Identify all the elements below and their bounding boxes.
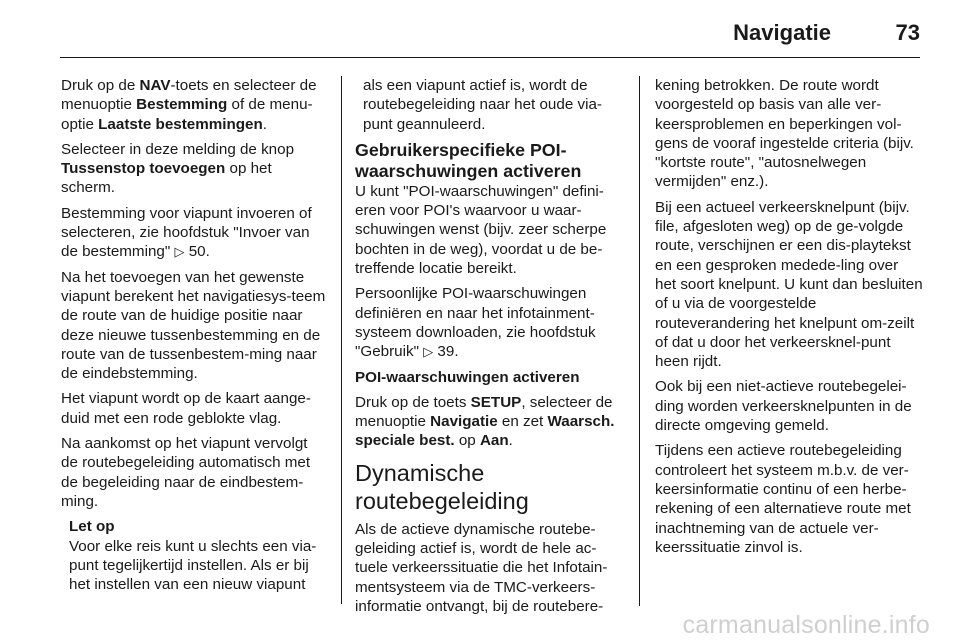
menu-navigatie: Navigatie xyxy=(430,413,498,431)
key-nav: NAV xyxy=(139,77,171,94)
paragraph-nav-key: Druk op de NAV-toets en selecteer de menuoptie Bestemming of de menu-optie Laatste bestemmingen. xyxy=(61,77,317,133)
note-text: Voor elke reis kunt u slechts een via-punt tegelijkertijd instellen. Als er bij het instellen van een nieuw viapunt xyxy=(69,537,317,594)
menu-laatste-bestemmingen: Laatste bestemmingen xyxy=(98,115,263,133)
paragraph-route-voorgesteld: kening betrokken. De route wordt voorgesteld op basis van alle ver-keersproblemen en beperkingen vol-gens de vooraf ingestelde criteria (bijv. "kortste route", "autosnelwegen vermijden" enz.). xyxy=(655,77,914,191)
note-continuation: als een viapunt actief is, wordt de routebegeleiding naar het oude via-punt geannuleerd. xyxy=(363,77,602,133)
note-block xyxy=(61,517,326,594)
header-divider xyxy=(60,57,920,58)
paragraph-verkeersknelpunt: Bij een actueel verkeersknelpunt (bijv. file, afgesloten weg) op de ge-volgde route, verschijnen er een dis-playtekst en een gesproken medede-ling over het soort knelpunt. U kunt dan besluiten of u via de voorgestelde routeverandering het knelpunt om-zeilt of dat u door het verkeersknel-punt heen rijdt. xyxy=(655,198,923,371)
column-divider-1 xyxy=(341,76,342,604)
column-divider-2 xyxy=(639,76,640,606)
column-3 xyxy=(655,76,923,563)
option-aan: Aan xyxy=(479,432,509,450)
paragraph-aankomst-viapunt: Na aankomst op het viapunt vervolgt de routebegeleiding automatisch met de begeleiding naar de eindbestem-ming. xyxy=(61,435,311,510)
key-setup: SETUP xyxy=(470,393,522,411)
page-reference-icon: ▷ xyxy=(174,244,185,260)
heading-dynamische-routebegeleiding: Dynamische routebegeleiding xyxy=(355,459,529,515)
paragraph-setup: Druk op de toets SETUP, selecteer de menuoptie Navigatie en zet Waarsch. speciale best. op Aan. xyxy=(355,393,615,450)
page-reference-icon: ▷ xyxy=(423,344,434,360)
page-reference: 50. xyxy=(188,243,210,261)
paragraph-viapunt-vlag: Het viapunt wordt op de kaart aange-duid met een rode geblokte vlag. xyxy=(61,390,311,427)
paragraph-poi-definieren: U kunt "POI-waarschuwingen" defini-eren voor POI's waarvoor u waar-schuwingen wenst (bijv. zeer scherpe bochten in de weg), voordat u de be-treffende locatie bereikt. xyxy=(355,182,607,278)
paragraph-niet-actieve-routebegeleiding: Ook bij een niet-actieve routebegelei-ding worden verkeersknelpunten in de directe omgeving gemeld. xyxy=(655,378,912,435)
menu-bestemming: Bestemming xyxy=(136,96,228,114)
page-number: 73 xyxy=(895,20,920,45)
page-reference: 39. xyxy=(437,343,459,361)
watermark: carmanualsonline.info xyxy=(682,611,930,639)
note-title: Let op xyxy=(69,518,115,536)
paragraph-poi-downloaden: Persoonlijke POI-waarschuwingen definiëren en naar het infotainment-systeem downloaden, zie hoofdstuk "Gebruik" ▷ 39. xyxy=(355,285,596,361)
subheading-poi-activeren: POI-waarschuwingen activeren xyxy=(355,368,580,386)
paragraph-dynamische-routebegeleiding: Als de actieve dynamische routebe-geleiding actief is, wordt de hele ac-tuele verkeerssituatie die het Infotain-mentsysteem via de TMC-verkeers-informatie ontvangt, bij de routebere- xyxy=(355,520,608,615)
paragraph-route-berekening: Na het toevoegen van het gewenste viapunt berekent het navigatiesys-teem de route van de huidige positie naar deze nieuwe tussenbestemming en de route van de tussenbestem-ming naar de eindebstemming. xyxy=(61,268,326,383)
page-header-title: Navigatie xyxy=(733,20,831,45)
paragraph-herberekening: Tijdens een actieve routebegeleiding controleert het systeem m.b.v. de ver-keersinformatie continu of een herbe-rekening of een alternatieve route met inachtneming van de actuele ver-keerssituatie zinvol is. xyxy=(655,442,911,556)
column-2 xyxy=(355,76,623,622)
paragraph-tussenstop: Selecteer in deze melding de knop Tussenstop toevoegen op het scherm. xyxy=(61,140,295,197)
column-1 xyxy=(61,76,326,594)
paragraph-bestemming-invoeren: Bestemming voor viapunt invoeren of selecteren, zie hoofdstuk "Invoer van de bestemming" ▷ 50. xyxy=(61,204,312,261)
button-tussenstop-toevoegen: Tussenstop toevoegen xyxy=(61,160,226,178)
menu-waarsch-speciale-best: Waarsch. speciale best. xyxy=(355,413,615,450)
heading-poi-waarschuwingen: Gebruikerspecifieke POI-waarschuwingen activeren xyxy=(355,139,582,181)
